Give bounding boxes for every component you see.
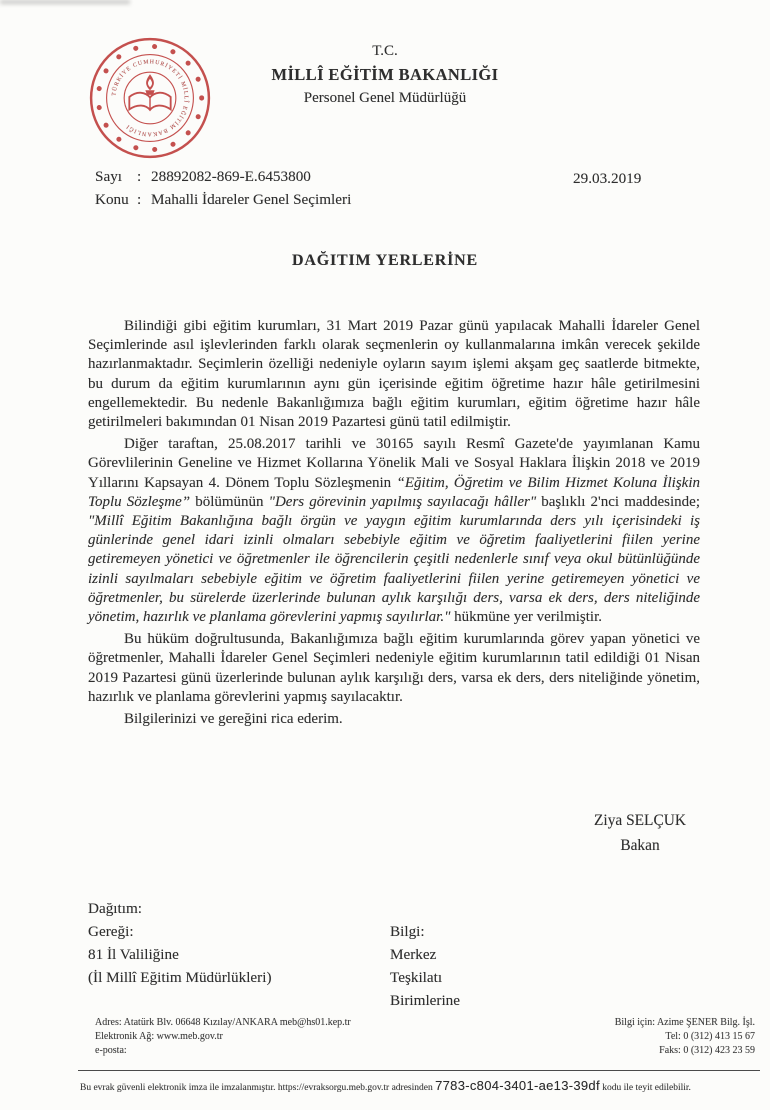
konu-label: Konu [95, 190, 129, 208]
footer-divider [78, 1070, 760, 1071]
bilgi-heading: Bilgi: [390, 923, 425, 940]
letterhead [0, 44, 770, 106]
verification-code: 7783-c804-3401-ae13-39df [435, 1078, 600, 1093]
distribution-block [88, 897, 461, 1009]
sayi-row [95, 168, 351, 191]
footer-contact-left [95, 1016, 351, 1058]
verification-prefix: Bu evrak güvenli elektronik imza ile imzalanmıştır. https://evraksorgu.meb.gov.tr adresinden [80, 1083, 436, 1093]
seal-ring-text: TÜRKİYE CUMHURİYETİ MİLLÎ EĞİTİM BAKANLIĞI [111, 59, 189, 137]
letter-body [88, 317, 700, 732]
verification-suffix: kodu ile teyit edilebilir. [599, 1083, 691, 1093]
closing-line: Bilgilerinizi ve gereğini rica ederim. [124, 711, 343, 728]
distribution-title: Dağıtım: [88, 900, 142, 917]
footer-fax: Faks: 0 (312) 423 23 59 [659, 1045, 755, 1056]
scan-artifact [0, 0, 130, 4]
department-name: Personel Genel Müdürlüğü [303, 89, 467, 106]
e-signature-verification-bar [80, 1078, 762, 1093]
paragraph-1: Bilindiği gibi eğitim kurumları, 31 Mart 2019 Pazar günü yapılacak Mahalli İdareler Genel Seçimlerinde asıl işlevlerinden farklı olarak seçmenlerin oy kullanmalarına imkân verecek şekilde hazırlanmaktadır. Seçimlerin özelliği nedeniyle oyların sayım işlemi akşam geç saatlerde bitmekte, bu durum da eğitim kurumlarının aynı gün içerisinde eğitim öğretime hazır hâle getirilmesini engellemektedir. Bu nedenle Bakanlığımıza bağlı eğitim kurumları, eğitim öğretime hazır hâle getirilmeleri bakımından 01 Nisan 2019 Pazartesi günü tatil edilmiştir. [88, 318, 700, 431]
distribution-row-2 [88, 966, 272, 989]
geregi-recipient: 81 İl Valiliğine [88, 946, 179, 963]
footer-contact-person: Bilgi için: Azime ŞENER Bilg. İşl. [614, 1017, 755, 1028]
paragraph-3: Bu hüküm doğrultusunda, Bakanlığımıza bağlı eğitim kurumlarında görev yapan yönetici ve öğretmenler, Mahalli İdareler Genel Seçimleri nedeniyle eğitim kurumlarının tatil edildiği 01 Nisan 2019 Pazartesi günü üzerlerinde bulunan aylık karşılığı ders, varsa ek ders, ders niteliğinde yönetim, hazırlık ve planlama görevlerini yapmış sayılacaktır. [88, 631, 700, 705]
footer-phone: Tel: 0 (312) 413 15 67 [665, 1031, 755, 1042]
footer-web-line: Elektronik Ağ: www.meb.gov.tr [95, 1031, 223, 1042]
bilgi-recipient: Merkez Teşkilatı Birimlerine [390, 946, 461, 1009]
signature-block [520, 808, 760, 858]
recipient-heading: DAĞITIM YERLERİNE [292, 252, 478, 269]
konu-row [95, 191, 351, 214]
sayi-value: 28892082-869-E.6453800 [151, 168, 311, 185]
document-date: 29.03.2019 [573, 170, 642, 187]
footer-email-line: e-posta: [95, 1045, 127, 1056]
konu-separator: : [137, 190, 142, 208]
signer-title: Bakan [620, 837, 660, 854]
geregi-heading: Gereği: [88, 923, 134, 940]
sayi-separator: : [137, 168, 142, 185]
document-meta [95, 168, 351, 213]
sayi-label: Sayı [95, 168, 123, 185]
ministry-name: MİLLÎ EĞİTİM BAKANLIĞI [271, 65, 499, 84]
geregi-recipient-note: (İl Millî Eğitim Müdürlükleri) [88, 969, 272, 986]
footer-contact-right [615, 1016, 755, 1058]
signer-name: Ziya SELÇUK [594, 812, 686, 829]
paragraph-2: Diğer taraftan, 25.08.2017 tarihli ve 30165 sayılı Resmî Gazete'de yayımlanan Kamu Görevlilerinin Geneline ve Hizmet Kollarına Yönelik Mali ve Sosyal Haklara İlişkin 2018 ve 2019 Yıllarını Kapsayan 4. Dönem Toplu Sözleşmenin “Eğitim, Öğretim ve Bilim Hizmet Koluna İlişkin Toplu Sözleşme” bölümünün "Ders görevinin yapılmış sayılacağı hâller" başlıklı 2'nci maddesinde; "Millî Eğitim Bakanlığına bağlı örgün ve yaygın eğitim kurumlarında ders yılı içerisindeki iş günlerinde genel idari izinli olmaları sebebiyle eğitim ve öğretim faaliyetlerini fiilen yerine getiremeyen yönetici ve öğretmenler ile öğrencilerin çeşitli nedenlerle sınıf veya okul bütünlüğünde izinli sayılmaları sebebiyle eğitim ve öğretim faaliyetlerini fiilen yerine getiremeyen yönetici ve öğretmenler, bu sürelerde üzerlerinde bulunan aylık karşılığı ders, varsa ek ders, ders niteliğinde yönetim, hazırlık ve planlama görevlerini yapmış sayılırlar." hükmüne yer verilmiştir. [88, 436, 701, 626]
konu-value: Mahalli İdareler Genel Seçimleri [151, 190, 352, 208]
republic-abbr: T.C. [372, 43, 398, 59]
footer-address-line: Adres: Atatürk Blv. 06648 Kızılay/ANKARA meb@hs01.kep.tr [95, 1017, 351, 1028]
distribution-headings-row [88, 920, 425, 943]
